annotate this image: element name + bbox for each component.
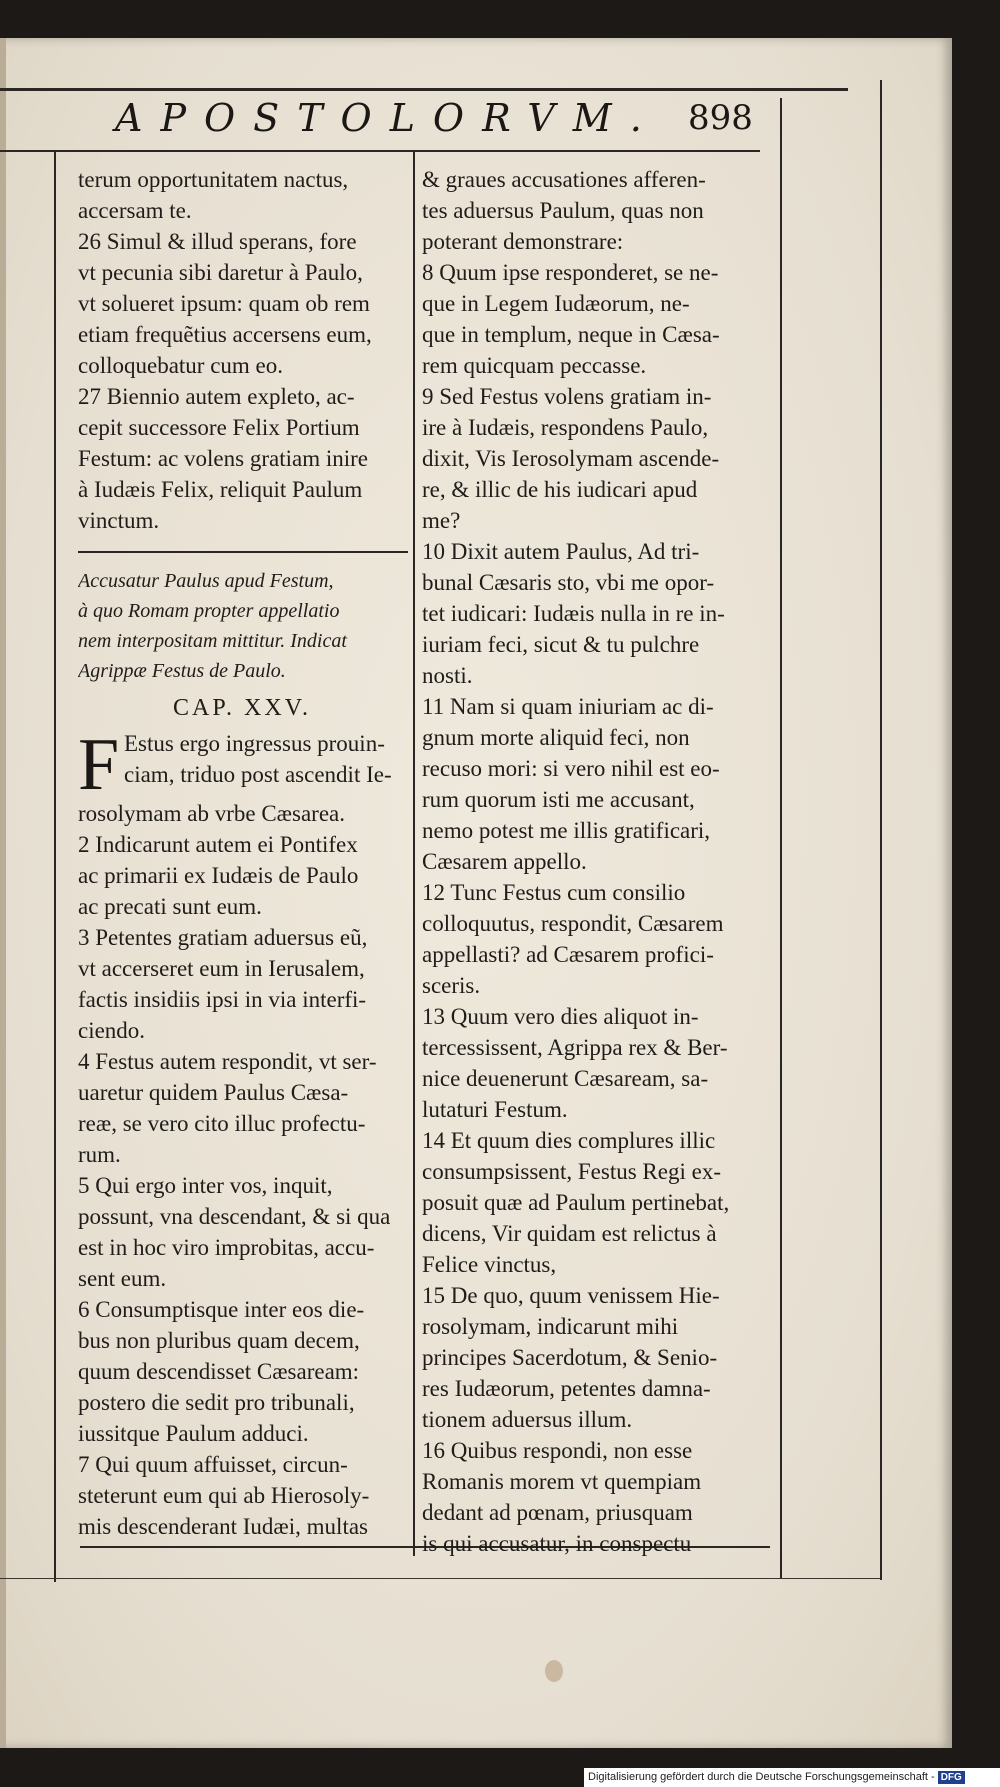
text-line: recuso mori: si vero nihil est eo- <box>422 756 720 781</box>
text-line: cepit successore Felix Portium <box>78 415 360 440</box>
text-line: possunt, vna descendant, & si qua <box>78 1204 391 1229</box>
text-line: sent eum. <box>78 1266 167 1291</box>
text-line: 12 Tunc Festus cum consilio <box>422 880 686 905</box>
dfg-logo: DFG <box>938 1771 965 1784</box>
text-line: est in hoc viro improbitas, accu- <box>78 1235 375 1260</box>
left-border-rule <box>54 152 56 1582</box>
text-line: nice deuenerunt Cæsaream, sa- <box>422 1066 709 1091</box>
right-border-rule <box>780 98 782 1578</box>
text-line: rum. <box>78 1142 121 1167</box>
text-line: principes Sacerdotum, & Senio- <box>422 1345 718 1370</box>
chapter-summary-line: Accusatur Paulus apud Festum, <box>78 570 334 592</box>
text-line: Festum: ac volens gratiam inire <box>78 446 368 471</box>
text-line: re, & illic de his iudicari apud <box>422 477 698 502</box>
text-line: vt solueret ipsum: quam ob rem <box>78 291 370 316</box>
text-line: poterant demonstrare: <box>422 229 624 254</box>
text-line: lutaturi Festum. <box>422 1097 568 1122</box>
page-bottom-rule <box>0 1578 880 1579</box>
text-line: me? <box>422 508 461 533</box>
text-line: rum quorum isti me accusant, <box>422 787 695 812</box>
text-line: postero die sedit pro tribunali, <box>78 1390 355 1415</box>
text-line: Romanis morem vt quempiam <box>422 1469 702 1494</box>
text-line: tet iudicari: Iudæis nulla in re in- <box>422 601 725 626</box>
column-divider-rule <box>413 152 415 1556</box>
text-line: tionem aduersus illum. <box>422 1407 633 1432</box>
text-line: rosolymam ab vrbe Cæsarea. <box>78 801 345 826</box>
text-line: ire à Iudæis, respondens Paulo, <box>422 415 709 440</box>
text-line: dicens, Vir quidam est relictus à <box>422 1221 717 1246</box>
text-line: posuit quæ ad Paulum pertinebat, <box>422 1190 730 1215</box>
text-line: steterunt eum qui ab Hierosoly- <box>78 1483 370 1508</box>
text-line: 10 Dixit autem Paulus, Ad tri- <box>422 539 700 564</box>
text-line: res Iudæorum, petentes damna- <box>422 1376 711 1401</box>
text-line: reæ, se vero cito illuc profectu- <box>78 1111 366 1136</box>
text-line: colloquebatur cum eo. <box>78 353 284 378</box>
page-gutter <box>0 38 6 1748</box>
running-title: APOSTOLORVM. <box>115 96 660 140</box>
text-line: vt accerseret eum in Ierusalem, <box>78 956 365 981</box>
text-line: dedant ad pœnam, priusquam <box>422 1500 693 1525</box>
text-line: ac primarii ex Iudæis de Paulo <box>78 863 359 888</box>
text-line: 2 Indicarunt autem ei Pontifex <box>78 832 358 857</box>
chapter-opening <box>78 728 406 798</box>
text-line: nosti. <box>422 663 473 688</box>
chapter-heading: CAP. XXV. <box>173 695 311 721</box>
text-line: 15 De quo, quum venissem Hie- <box>422 1283 720 1308</box>
text-line: sceris. <box>422 973 481 998</box>
left-text-column <box>78 164 406 1542</box>
text-line: 27 Biennio autem expleto, ac- <box>78 384 355 409</box>
text-line: colloquutus, respondit, Cæsarem <box>422 911 724 936</box>
text-line: 7 Qui quum affuisset, circun- <box>78 1452 348 1477</box>
text-line: vinctum. <box>78 508 160 533</box>
text-line: que in templum, neque in Cæsa- <box>422 322 720 347</box>
paper-stain <box>545 1660 563 1682</box>
outer-margin-rule <box>880 80 882 1580</box>
text-line: que in Legem Iudæorum, ne- <box>422 291 690 316</box>
text-line: ciendo. <box>78 1018 146 1043</box>
text-line: accersam te. <box>78 198 192 223</box>
text-line: 6 Consumptisque inter eos die- <box>78 1297 365 1322</box>
text-line: 11 Nam si quam iniuriam ac di- <box>422 694 714 719</box>
text-line: bus non pluribus quam decem, <box>78 1328 360 1353</box>
text-line: nemo potest me illis gratificari, <box>422 818 711 843</box>
text-line: terum opportunitatem nactus, <box>78 167 349 192</box>
text-line: Estus ergo ingressus prouin- <box>124 731 385 756</box>
text-line: rem quicquam peccasse. <box>422 353 647 378</box>
text-line: 14 Et quum dies complures illic <box>422 1128 716 1153</box>
text-line: factis insidiis ipsi in via interfi- <box>78 987 367 1012</box>
header-bottom-rule <box>0 150 760 152</box>
text-line: consumpsissent, Festus Regi ex- <box>422 1159 721 1184</box>
text-line: uaretur quidem Paulus Cæsa- <box>78 1080 349 1105</box>
text-line: is qui accusatur, in conspectu <box>422 1531 692 1556</box>
text-line: vt pecunia sibi daretur à Paulo, <box>78 260 363 285</box>
text-line: dixit, Vis Ierosolymam ascende- <box>422 446 720 471</box>
section-gap <box>78 536 406 566</box>
text-line: tercessissent, Agrippa rex & Ber- <box>422 1035 728 1060</box>
text-line: etiam frequẽtius accersens eum, <box>78 322 372 347</box>
text-line: 26 Simul & illud sperans, fore <box>78 229 357 254</box>
chapter-summary-line: Agrippæ Festus de Paulo. <box>78 660 286 682</box>
right-text-column <box>422 164 772 1559</box>
text-line: rosolymam, indicarunt mihi <box>422 1314 679 1339</box>
header-top-rule <box>0 88 848 91</box>
drop-capital: F <box>78 728 120 798</box>
chapter-summary-line: à quo Romam propter appellatio <box>78 600 340 622</box>
text-line: mis descenderant Iudæi, multas <box>78 1514 368 1539</box>
text-line: iussitque Paulum adduci. <box>78 1421 309 1446</box>
text-line: 5 Qui ergo inter vos, inquit, <box>78 1173 333 1198</box>
text-line: tes aduersus Paulum, quas non <box>422 198 704 223</box>
text-line: quum descendisset Cæsaream: <box>78 1359 360 1384</box>
page-number: 898 <box>688 98 753 138</box>
text-line: gnum morte aliquid feci, non <box>422 725 690 750</box>
chapter-summary-line: nem interpositam mittitur. Indicat <box>78 630 347 652</box>
text-line: 4 Festus autem respondit, vt ser- <box>78 1049 377 1074</box>
text-line: iuriam feci, sicut & tu pulchre <box>422 632 700 657</box>
credit-text: Digitalisierung gefördert durch die Deutsche Forschungsgemeinschaft - <box>588 1771 935 1783</box>
text-line: & graues accusationes afferen- <box>422 167 706 192</box>
text-line: Felice vinctus, <box>422 1252 557 1277</box>
text-line: 13 Quum vero dies aliquot in- <box>422 1004 699 1029</box>
text-line: Cæsarem appello. <box>422 849 587 874</box>
text-line: 8 Quum ipse responderet, se ne- <box>422 260 719 285</box>
text-line: appellasti? ad Cæsarem profici- <box>422 942 714 967</box>
text-line: à Iudæis Felix, reliquit Paulum <box>78 477 363 502</box>
text-line: 16 Quibus respondi, non esse <box>422 1438 693 1463</box>
text-line: ac precati sunt eum. <box>78 894 262 919</box>
text-line: ciam, triduo post ascendit Ie- <box>124 762 392 787</box>
digitization-credit <box>584 1768 1000 1787</box>
text-line: bunal Cæsaris sto, vbi me opor- <box>422 570 715 595</box>
text-line: 9 Sed Festus volens gratiam in- <box>422 384 712 409</box>
text-line: 3 Petentes gratiam aduersus eũ, <box>78 925 368 950</box>
